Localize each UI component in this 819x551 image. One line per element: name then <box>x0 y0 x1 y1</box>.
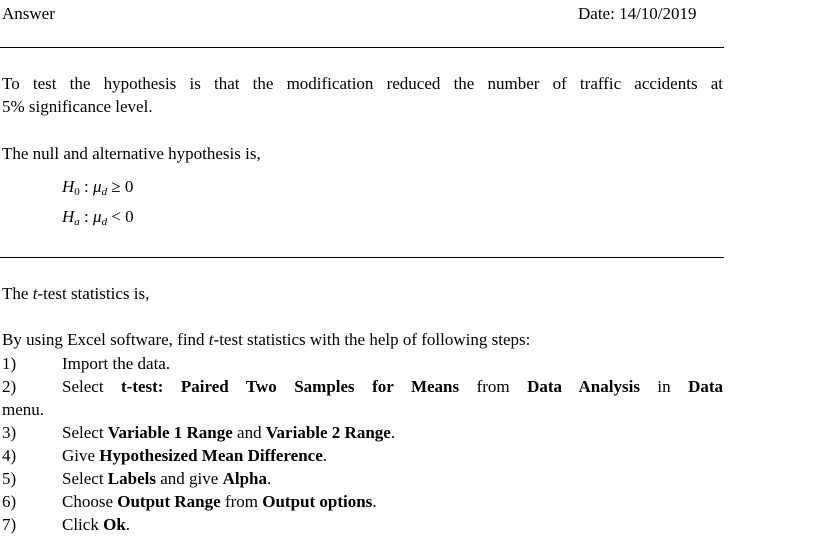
divider-top <box>0 47 724 48</box>
step-text <box>62 513 723 536</box>
date-label: Date: 14/10/2019 <box>578 4 697 23</box>
step-text-pre: Choose <box>62 492 118 511</box>
step-number: 2) <box>2 377 17 396</box>
list-item <box>2 513 723 536</box>
ttest-heading <box>2 284 149 304</box>
step-number: 7) <box>2 515 17 534</box>
step-text-pre: Give <box>62 446 100 465</box>
step-text <box>62 444 723 467</box>
ttest-heading-pre: The <box>2 284 33 303</box>
step-text-pre: Click <box>62 515 104 534</box>
hypothesis-heading: The null and alternative hypothesis is, <box>2 144 261 163</box>
step-bold-1: Ok <box>103 515 126 534</box>
step-bold-1: Labels <box>107 469 156 488</box>
ha-mu: μ <box>93 207 102 226</box>
step-text-pre: Select <box>62 469 108 488</box>
h0-symbol: H <box>62 177 75 196</box>
list-item <box>2 352 723 375</box>
intro-paragraph <box>2 72 723 118</box>
step-text-mid: and give <box>155 469 223 488</box>
ttest-heading-post: -test statistics is, <box>37 284 150 303</box>
step-bold-2: Alpha <box>222 469 267 488</box>
step-text <box>62 421 723 444</box>
ha-subscript: a <box>74 216 80 228</box>
list-item <box>2 490 723 513</box>
step-text-post: . <box>266 469 272 488</box>
alternative-hypothesis <box>62 207 134 227</box>
ha-colon: : <box>84 207 94 226</box>
list-item <box>2 467 723 490</box>
intro-line-2: 5% significance level. <box>2 97 153 116</box>
step-text <box>62 375 723 398</box>
ttest-heading-t: t <box>32 284 38 303</box>
intro-line-1: To test the hypothesis is that the modification reduced the number of traffic accidents at <box>2 74 723 93</box>
step-text-mid: from <box>220 492 263 511</box>
step-bold-2: Output options <box>262 492 373 511</box>
step-bold-1: Output Range <box>117 492 221 511</box>
step-text-pre: Select <box>62 423 108 442</box>
step-text-mid2: in <box>639 377 689 396</box>
h0-subscript: 0 <box>74 186 80 198</box>
step-text: Import the data. <box>62 354 171 373</box>
excel-intro <box>2 330 530 350</box>
h0-colon: : <box>84 177 94 196</box>
step-number: 5) <box>2 469 17 488</box>
step-text-post: . <box>322 446 328 465</box>
step-bold-3: Data <box>688 377 724 396</box>
h0-mu-subscript: d <box>101 186 108 198</box>
h0-operator: ≥ 0 <box>107 177 134 196</box>
step-number: 3) <box>2 423 17 442</box>
step-number: 6) <box>2 492 17 511</box>
list-item <box>2 444 723 467</box>
divider-middle <box>0 257 724 258</box>
step-text-mid: and <box>232 423 266 442</box>
step-text-pre: Select <box>62 377 121 396</box>
step-bold-1: t-test: Paired Two Samples for Means <box>121 377 460 396</box>
ha-mu-subscript: d <box>101 216 108 228</box>
step-number: 4) <box>2 446 17 465</box>
step-number: 1) <box>2 354 17 373</box>
step-text-post: . <box>372 492 377 511</box>
step-text-mid: from <box>459 377 528 396</box>
step-bold-1: Hypothesized Mean Difference <box>99 446 323 465</box>
answer-label: Answer <box>2 4 55 23</box>
step-text <box>62 467 723 490</box>
list-item <box>2 375 723 421</box>
step-continuation: menu. <box>2 400 45 419</box>
step-text <box>62 490 723 513</box>
step-bold-1: Variable 1 Range <box>107 423 233 442</box>
list-item <box>2 421 723 444</box>
step-bold-2: Variable 2 Range <box>265 423 391 442</box>
step-text-post: . <box>390 423 396 442</box>
excel-intro-pre: By using Excel software, find <box>2 330 209 349</box>
ha-symbol: H <box>62 207 75 226</box>
step-bold-2: Data Analysis <box>527 377 640 396</box>
ha-operator: < 0 <box>107 207 134 226</box>
null-hypothesis <box>62 177 133 197</box>
step-text-post: . <box>125 515 131 534</box>
excel-intro-post: -test statistics with the help of following steps: <box>213 330 531 349</box>
excel-intro-t: t <box>208 330 214 349</box>
h0-mu: μ <box>93 177 102 196</box>
